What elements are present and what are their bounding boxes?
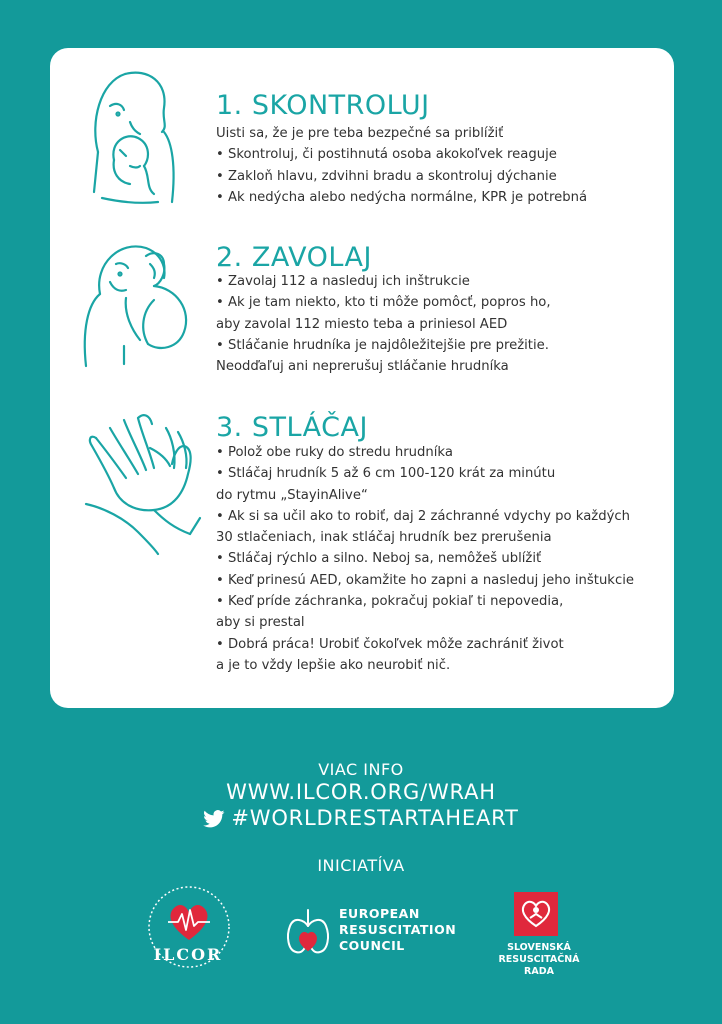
src-line: RESUSCITAČNÁ xyxy=(498,954,580,965)
erc-line: RESUSCITATION xyxy=(339,922,457,937)
erc-line: COUNCIL xyxy=(339,938,405,953)
step-line: Neodďaľuj ani neprerušuj stláčanie hrudníka xyxy=(216,359,509,375)
website-link[interactable]: WWW.ILCOR.ORG/WRAH xyxy=(226,780,496,804)
hashtag-text: #WORLDRESTARTAHEART xyxy=(231,806,519,830)
heart-ecg-icon xyxy=(168,905,210,940)
step-lines xyxy=(216,442,634,676)
erc-name xyxy=(339,906,456,954)
step-title: 2. ZAVOLAJ xyxy=(216,242,372,273)
step-line: aby si prestal xyxy=(216,615,305,631)
step-line: • Dobrá práca! Urobiť čokoľvek môže zachrániť život xyxy=(216,636,564,652)
step-title: 1. SKONTROLUJ xyxy=(216,90,430,121)
step-line: • Keď príde záchranka, pokračuj pokiaľ ti nepovedia, xyxy=(216,594,564,610)
step-line: • Keď prinesú AED, okamžite ho zapni a nasleduj jeho inštukcie xyxy=(216,572,634,588)
cpr-heart-icon xyxy=(514,892,558,936)
step-line: • Ak nedýcha alebo nedýcha normálne, KPR je potrebná xyxy=(216,189,588,205)
step-line: • Polož obe ruky do stredu hrudníka xyxy=(216,445,453,460)
erc-line: EUROPEAN xyxy=(339,906,420,921)
step-line: • Zavolaj 112 a nasleduj ich inštrukcie xyxy=(216,274,470,289)
step-lines xyxy=(216,271,551,377)
src-line: SLOVENSKÁ xyxy=(507,942,571,953)
instruction-card xyxy=(50,48,674,708)
step-line: • Stláčaj hrudník 5 až 6 cm 100-120 krát za minútu xyxy=(216,466,556,482)
step-line: • Ak je tam niekto, kto ti môže pomôcť, popros ho, xyxy=(216,295,551,311)
step-line: aby zavolal 112 miesto teba a priniesol AED xyxy=(216,316,508,332)
hashtag-row[interactable] xyxy=(0,806,722,830)
step-line: • Zakloň hlavu, zdvihni bradu a skontroluj dýchanie xyxy=(216,168,557,184)
step-line: do rytmu „StayinAlive“ xyxy=(216,487,368,503)
step-line: • Ak si sa učil ako to robiť, daj 2 záchranné vdychy po každých xyxy=(216,508,630,524)
person-check-icon xyxy=(80,62,190,212)
src-name xyxy=(494,942,584,978)
twitter-icon xyxy=(203,810,225,828)
more-info-label: VIAC INFO xyxy=(318,760,404,779)
lungs-heart-icon xyxy=(284,906,332,958)
src-line: RADA xyxy=(524,966,554,977)
step-line: 30 stlačeniach, inak stláčaj hrudník bez prerušenia xyxy=(216,530,552,546)
hands-compress-icon xyxy=(80,408,205,558)
step-line: • Skontroluj, či postihnutá osoba akokoľvek reaguje xyxy=(216,147,557,163)
step-line: • Stláčanie hrudníka je najdôležitejšie pre prežitie. xyxy=(216,337,549,353)
step-lines xyxy=(216,123,587,208)
step-line: • Stláčaj rýchlo a silno. Neboj sa, nemôžeš ublížiť xyxy=(216,551,542,567)
step-line: a je to vždy lepšie ako neurobiť nič. xyxy=(216,657,451,673)
person-phone-icon xyxy=(80,234,200,374)
step-title: 3. STLÁČAJ xyxy=(216,412,368,443)
step-line: Uisti sa, že je pre teba bezpečné sa priblížiť xyxy=(216,126,504,141)
initiative-label: INICIATÍVA xyxy=(317,856,405,875)
ilcor-name: ILCOR xyxy=(153,945,223,964)
